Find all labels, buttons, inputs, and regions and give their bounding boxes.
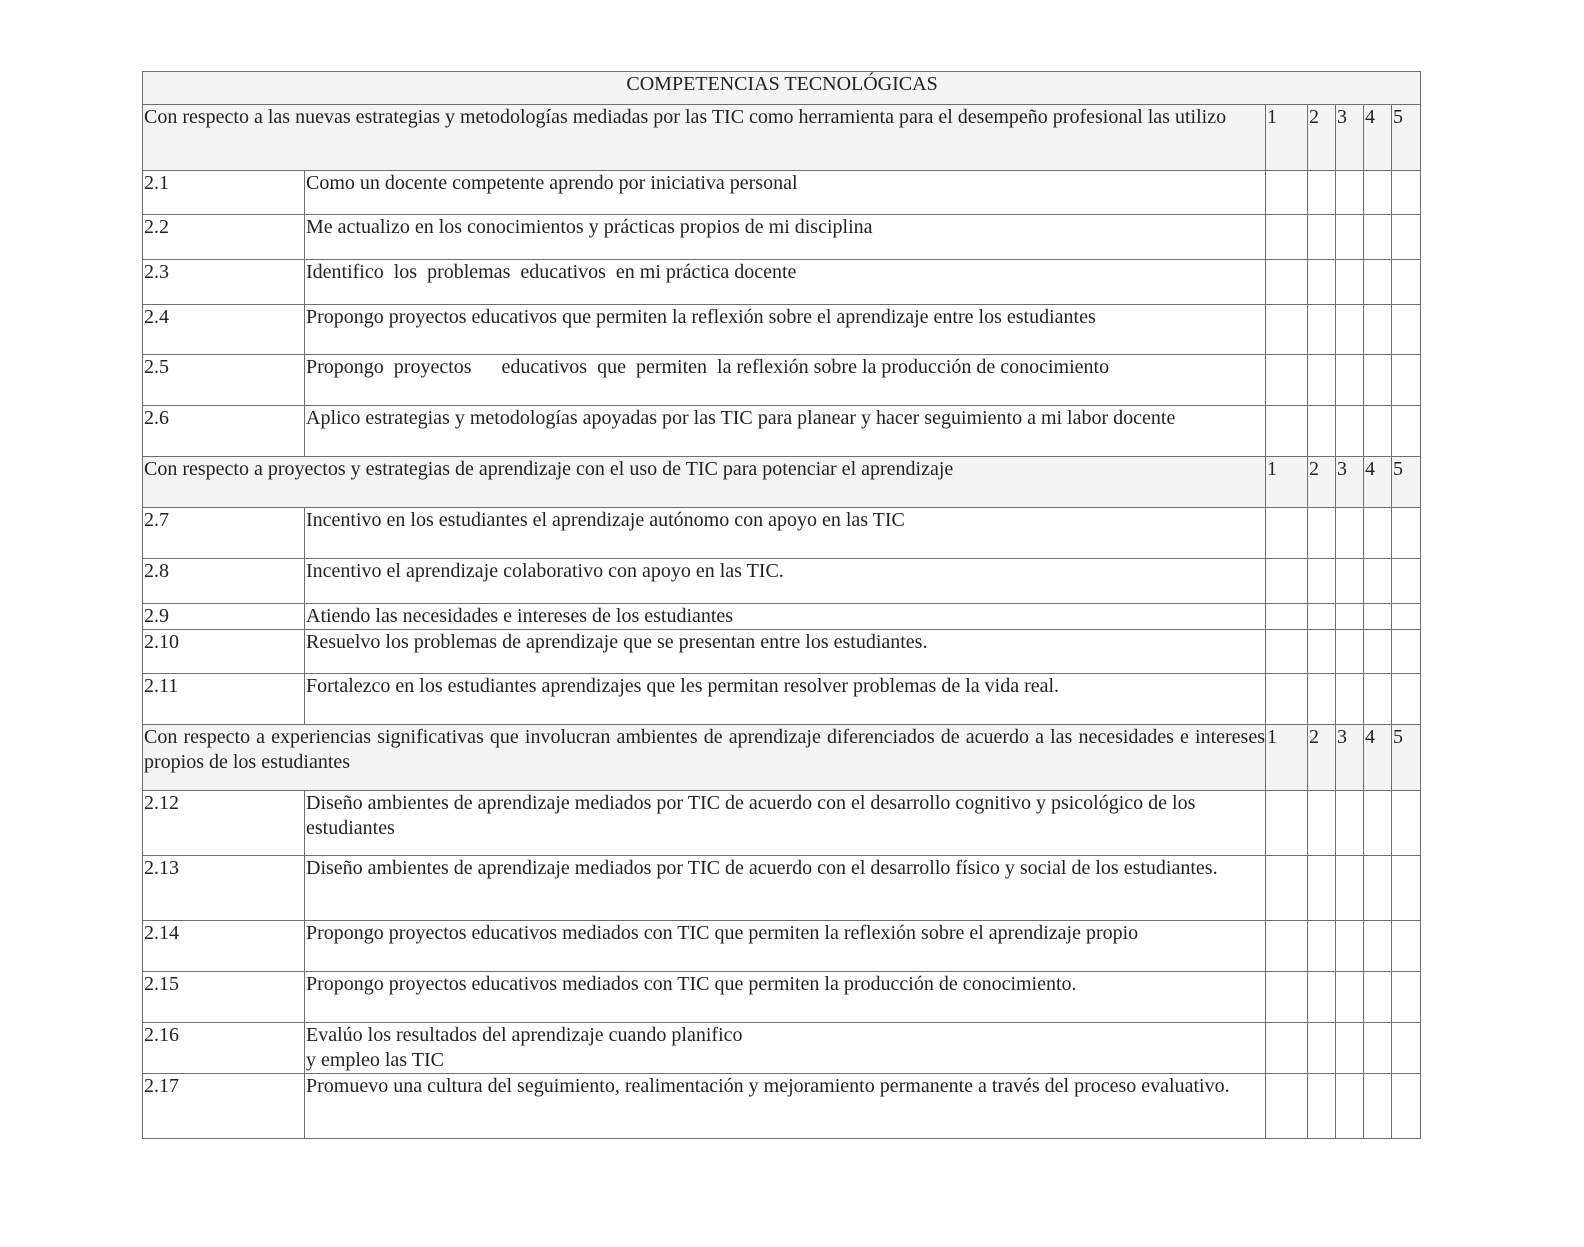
rating-cell-3[interactable] <box>1336 508 1364 559</box>
rating-cell-2[interactable] <box>1308 508 1336 559</box>
scale-header-2: 2 <box>1308 725 1336 791</box>
rating-cell-2[interactable] <box>1308 1074 1336 1139</box>
rating-cell-2[interactable] <box>1308 406 1336 457</box>
rating-cell-2[interactable] <box>1308 260 1336 305</box>
rating-cell-1[interactable] <box>1266 355 1308 406</box>
rating-cell-4[interactable] <box>1364 171 1392 215</box>
item-statement: Identifico los problemas educativos en mi práctica docente <box>305 260 1266 305</box>
rating-cell-3[interactable] <box>1336 791 1364 856</box>
rating-cell-3[interactable] <box>1336 972 1364 1023</box>
section-header-row <box>143 457 1421 508</box>
item-row <box>143 972 1421 1023</box>
item-code: 2.4 <box>143 305 305 355</box>
item-code: 2.8 <box>143 559 305 604</box>
scale-header-3: 3 <box>1336 725 1364 791</box>
rating-cell-5[interactable] <box>1392 630 1421 674</box>
rating-cell-4[interactable] <box>1364 260 1392 305</box>
rating-cell-5[interactable] <box>1392 972 1421 1023</box>
rating-cell-4[interactable] <box>1364 921 1392 972</box>
rating-cell-2[interactable] <box>1308 1023 1336 1074</box>
rating-cell-4[interactable] <box>1364 630 1392 674</box>
rating-cell-1[interactable] <box>1266 215 1308 260</box>
item-row <box>143 1023 1421 1074</box>
item-row <box>143 508 1421 559</box>
rating-cell-2[interactable] <box>1308 215 1336 260</box>
rating-cell-1[interactable] <box>1266 305 1308 355</box>
rating-cell-4[interactable] <box>1364 791 1392 856</box>
item-row <box>143 171 1421 215</box>
item-code: 2.3 <box>143 260 305 305</box>
item-row <box>143 921 1421 972</box>
item-row <box>143 406 1421 457</box>
item-code: 2.2 <box>143 215 305 260</box>
rating-cell-4[interactable] <box>1364 508 1392 559</box>
item-statement: Incentivo el aprendizaje colaborativo con apoyo en las TIC. <box>305 559 1266 604</box>
item-code: 2.11 <box>143 674 305 725</box>
rating-cell-3[interactable] <box>1336 305 1364 355</box>
item-statement: Me actualizo en los conocimientos y prácticas propios de mi disciplina <box>305 215 1266 260</box>
rating-cell-4[interactable] <box>1364 856 1392 921</box>
item-statement: Incentivo en los estudiantes el aprendizaje autónomo con apoyo en las TIC <box>305 508 1266 559</box>
rating-cell-1[interactable] <box>1266 972 1308 1023</box>
rating-cell-1[interactable] <box>1266 630 1308 674</box>
item-statement: Evalúo los resultados del aprendizaje cuando planifico y empleo las TIC <box>305 1023 1266 1074</box>
rating-cell-1[interactable] <box>1266 406 1308 457</box>
item-code: 2.15 <box>143 972 305 1023</box>
rating-cell-1[interactable] <box>1266 1023 1308 1074</box>
item-code: 2.7 <box>143 508 305 559</box>
item-statement: Atiendo las necesidades e intereses de los estudiantes <box>305 604 1266 630</box>
rating-cell-3[interactable] <box>1336 171 1364 215</box>
item-code: 2.16 <box>143 1023 305 1074</box>
rating-cell-1[interactable] <box>1266 1074 1308 1139</box>
item-code: 2.12 <box>143 791 305 856</box>
item-code: 2.17 <box>143 1074 305 1139</box>
rating-cell-5[interactable] <box>1392 921 1421 972</box>
rating-cell-5[interactable] <box>1392 260 1421 305</box>
rating-cell-2[interactable] <box>1308 674 1336 725</box>
rating-cell-2[interactable] <box>1308 305 1336 355</box>
rating-cell-1[interactable] <box>1266 171 1308 215</box>
item-row <box>143 355 1421 406</box>
rating-cell-5[interactable] <box>1392 559 1421 604</box>
item-code: 2.10 <box>143 630 305 674</box>
item-statement: Propongo proyectos educativos que permiten la reflexión sobre la producción de conocimiento <box>305 355 1266 406</box>
item-statement: Propongo proyectos educativos que permiten la reflexión sobre el aprendizaje entre los estudiantes <box>305 305 1266 355</box>
item-row <box>143 604 1421 630</box>
rating-cell-4[interactable] <box>1364 406 1392 457</box>
rating-cell-3[interactable] <box>1336 856 1364 921</box>
scale-header-4: 4 <box>1364 457 1392 508</box>
scale-header-1: 1 <box>1266 457 1308 508</box>
rating-cell-2[interactable] <box>1308 972 1336 1023</box>
rating-cell-1[interactable] <box>1266 604 1308 630</box>
rating-cell-1[interactable] <box>1266 508 1308 559</box>
rating-cell-2[interactable] <box>1308 921 1336 972</box>
item-code: 2.14 <box>143 921 305 972</box>
rating-cell-4[interactable] <box>1364 305 1392 355</box>
item-statement: Fortalezco en los estudiantes aprendizajes que les permitan resolver problemas de la vida real. <box>305 674 1266 725</box>
rating-cell-2[interactable] <box>1308 355 1336 406</box>
item-code: 2.6 <box>143 406 305 457</box>
item-row <box>143 791 1421 856</box>
section-header-text: Con respecto a experiencias significativas que involucran ambientes de aprendizaje diferenciados de acuerdo a las necesidades e intereses propios de los estudiantes <box>143 725 1266 791</box>
scale-header-2: 2 <box>1308 105 1336 171</box>
rating-cell-5[interactable] <box>1392 406 1421 457</box>
rating-cell-4[interactable] <box>1364 355 1392 406</box>
section-header-text: Con respecto a las nuevas estrategias y metodologías mediadas por las TIC como herramienta para el desempeño profesional las utilizo <box>143 105 1266 171</box>
section-header-text: Con respecto a proyectos y estrategias de aprendizaje con el uso de TIC para potenciar el aprendizaje <box>143 457 1266 508</box>
rating-cell-5[interactable] <box>1392 215 1421 260</box>
rating-cell-3[interactable] <box>1336 260 1364 305</box>
rating-cell-5[interactable] <box>1392 305 1421 355</box>
rating-cell-5[interactable] <box>1392 674 1421 725</box>
item-row <box>143 674 1421 725</box>
scale-header-5: 5 <box>1392 105 1421 171</box>
rating-cell-3[interactable] <box>1336 921 1364 972</box>
rating-cell-5[interactable] <box>1392 604 1421 630</box>
item-statement: Promuevo una cultura del seguimiento, realimentación y mejoramiento permanente a través del proceso evaluativo. <box>305 1074 1266 1139</box>
rating-cell-2[interactable] <box>1308 604 1336 630</box>
rating-cell-3[interactable] <box>1336 630 1364 674</box>
item-statement: Propongo proyectos educativos mediados con TIC que permiten la producción de conocimiento. <box>305 972 1266 1023</box>
item-statement: Propongo proyectos educativos mediados con TIC que permiten la reflexión sobre el aprendizaje propio <box>305 921 1266 972</box>
item-statement: Aplico estrategias y metodologías apoyadas por las TIC para planear y hacer seguimiento a mi labor docente <box>305 406 1266 457</box>
rating-cell-3[interactable] <box>1336 1023 1364 1074</box>
rating-cell-1[interactable] <box>1266 674 1308 725</box>
scale-header-2: 2 <box>1308 457 1336 508</box>
rating-cell-3[interactable] <box>1336 604 1364 630</box>
rating-cell-1[interactable] <box>1266 559 1308 604</box>
rating-cell-4[interactable] <box>1364 674 1392 725</box>
rating-cell-4[interactable] <box>1364 1074 1392 1139</box>
item-statement: Resuelvo los problemas de aprendizaje que se presentan entre los estudiantes. <box>305 630 1266 674</box>
rating-cell-4[interactable] <box>1364 604 1392 630</box>
rating-cell-2[interactable] <box>1308 791 1336 856</box>
title-row <box>143 72 1421 105</box>
item-code: 2.5 <box>143 355 305 406</box>
rating-cell-4[interactable] <box>1364 559 1392 604</box>
item-row <box>143 305 1421 355</box>
rating-cell-4[interactable] <box>1364 215 1392 260</box>
rating-cell-4[interactable] <box>1364 972 1392 1023</box>
rating-cell-3[interactable] <box>1336 406 1364 457</box>
rating-cell-1[interactable] <box>1266 260 1308 305</box>
item-statement: Diseño ambientes de aprendizaje mediados por TIC de acuerdo con el desarrollo cognitivo y psicológico de los estudiantes <box>305 791 1266 856</box>
rating-cell-1[interactable] <box>1266 921 1308 972</box>
rating-cell-5[interactable] <box>1392 791 1421 856</box>
rating-cell-1[interactable] <box>1266 856 1308 921</box>
rating-cell-2[interactable] <box>1308 630 1336 674</box>
rating-cell-3[interactable] <box>1336 674 1364 725</box>
rating-cell-5[interactable] <box>1392 355 1421 406</box>
item-row <box>143 1074 1421 1139</box>
rating-cell-5[interactable] <box>1392 508 1421 559</box>
table-title: COMPETENCIAS TECNOLÓGICAS <box>143 72 1421 105</box>
scale-header-3: 3 <box>1336 457 1364 508</box>
section-header-row <box>143 725 1421 791</box>
scale-header-5: 5 <box>1392 725 1421 791</box>
scale-header-1: 1 <box>1266 725 1308 791</box>
item-row <box>143 559 1421 604</box>
rating-cell-2[interactable] <box>1308 856 1336 921</box>
item-row <box>143 856 1421 921</box>
rating-cell-5[interactable] <box>1392 1074 1421 1139</box>
section-header-row <box>143 105 1421 171</box>
rating-cell-3[interactable] <box>1336 355 1364 406</box>
item-row <box>143 630 1421 674</box>
item-row <box>143 215 1421 260</box>
scale-header-4: 4 <box>1364 105 1392 171</box>
rating-cell-5[interactable] <box>1392 171 1421 215</box>
scale-header-5: 5 <box>1392 457 1421 508</box>
scale-header-1: 1 <box>1266 105 1308 171</box>
rating-cell-2[interactable] <box>1308 171 1336 215</box>
competencies-table <box>142 71 1421 1139</box>
rating-cell-2[interactable] <box>1308 559 1336 604</box>
item-code: 2.9 <box>143 604 305 630</box>
rating-cell-4[interactable] <box>1364 1023 1392 1074</box>
item-row <box>143 260 1421 305</box>
rating-cell-3[interactable] <box>1336 559 1364 604</box>
rating-cell-3[interactable] <box>1336 1074 1364 1139</box>
item-statement: Como un docente competente aprendo por iniciativa personal <box>305 171 1266 215</box>
item-code: 2.1 <box>143 171 305 215</box>
rating-cell-5[interactable] <box>1392 856 1421 921</box>
item-code: 2.13 <box>143 856 305 921</box>
scale-header-4: 4 <box>1364 725 1392 791</box>
rating-cell-5[interactable] <box>1392 1023 1421 1074</box>
rating-cell-3[interactable] <box>1336 215 1364 260</box>
scale-header-3: 3 <box>1336 105 1364 171</box>
item-statement: Diseño ambientes de aprendizaje mediados por TIC de acuerdo con el desarrollo físico y social de los estudiantes. <box>305 856 1266 921</box>
rating-cell-1[interactable] <box>1266 791 1308 856</box>
